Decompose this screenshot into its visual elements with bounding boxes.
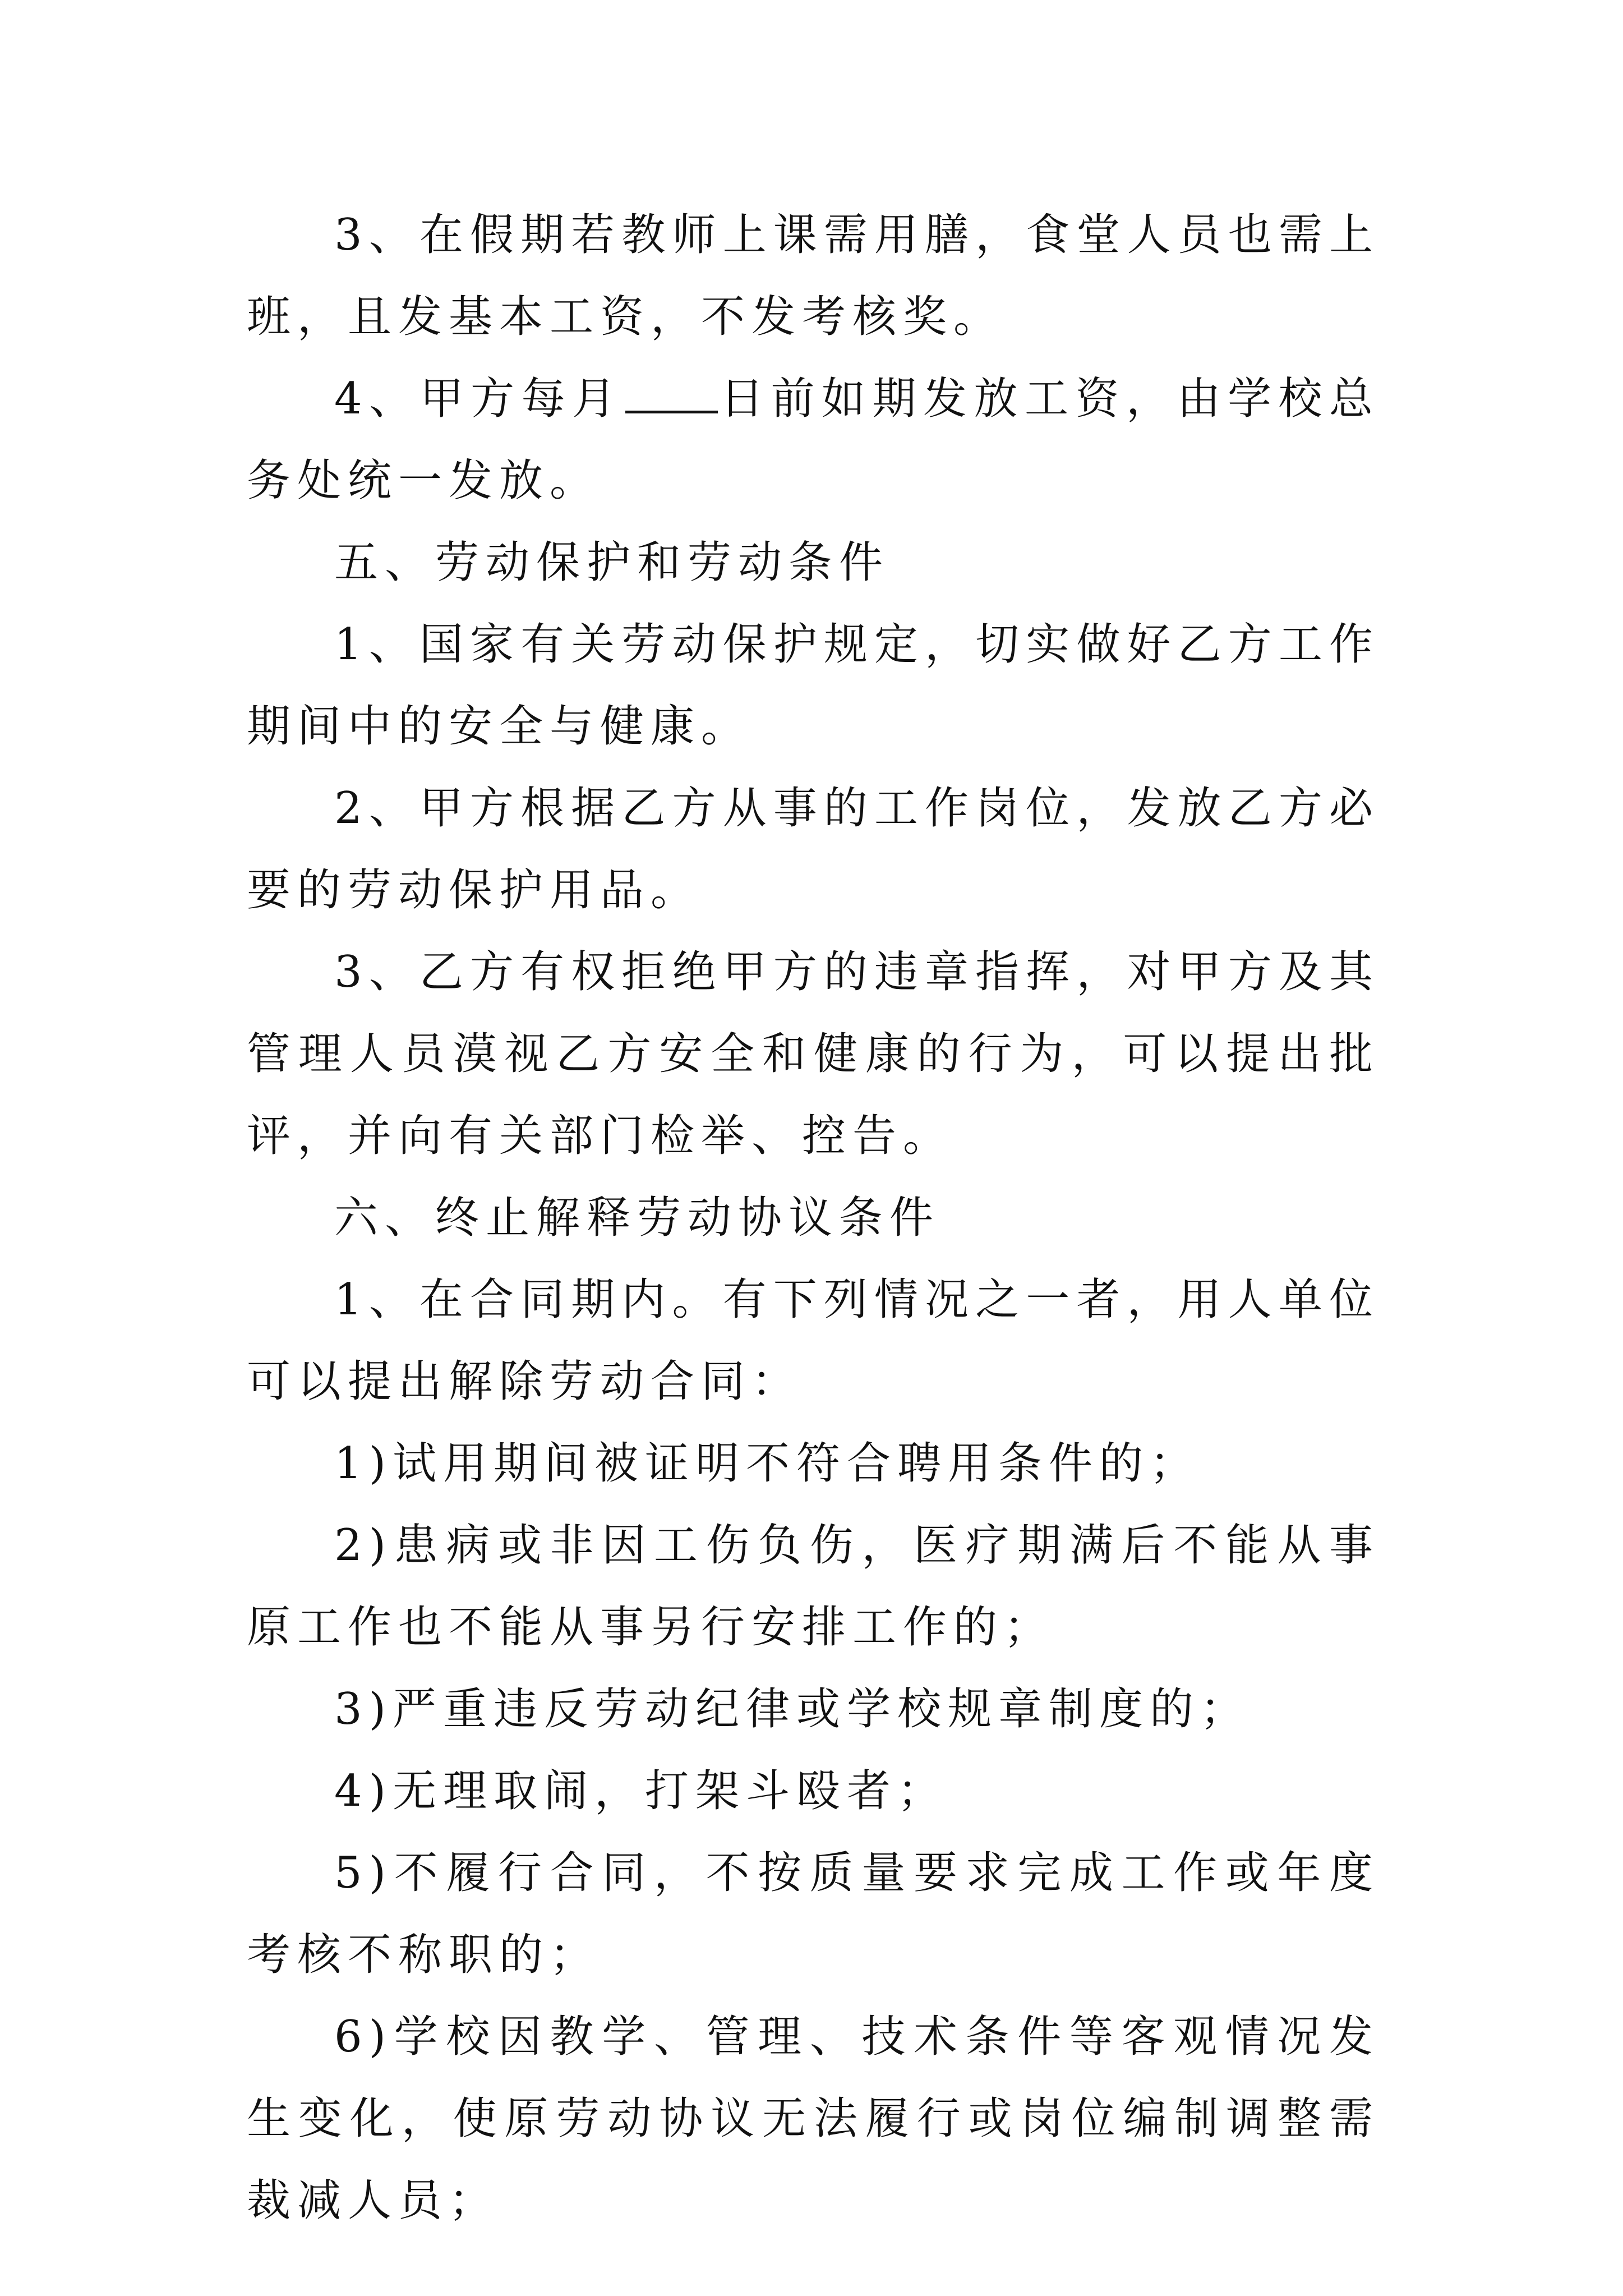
salary-date-text-after: 日前如期发放工资，由学校总务处统一发放。 [247, 374, 1380, 506]
document-body [247, 194, 1380, 2242]
list-item-misconduct: 4)无理取闹，打架斗殴者； [334, 1766, 948, 1816]
salary-date-blank [625, 371, 718, 413]
list-item-restructuring: 6)学校因教学、管理、技术条件等客观情况发生变化，使原劳动协议无法履行或岗位编制调整需裁减人员； [247, 2012, 1380, 2226]
paragraph-protection-1: 1、国家有关劳动保护规定，切实做好乙方工作期间中的安全与健康。 [247, 619, 1380, 752]
section-heading-termination: 六、终止解释劳动协议条件 [334, 1193, 940, 1243]
section-heading-labor-protection: 五、劳动保护和劳动条件 [334, 537, 890, 588]
paragraph-termination-1: 1、在合同期内。有下列情况之一者，用人单位可以提出解除劳动合同： [247, 1274, 1380, 1407]
salary-date-text-before: 4、甲方每月 [334, 374, 623, 424]
paragraph-protection-3: 3、乙方有权拒绝甲方的违章指挥，对甲方及其管理人员漠视乙方安全和健康的行为，可以提出批评，并向有关部门检举、控告。 [247, 947, 1380, 1161]
paragraph-item-3-meals: 3、在假期若教师上课需用膳，食堂人员也需上班，且发基本工资，不发考核奖。 [247, 210, 1380, 342]
list-item-discipline: 3)严重违反劳动纪律或学校规章制度的； [334, 1684, 1251, 1734]
paragraph-protection-2: 2、甲方根据乙方从事的工作岗位，发放乙方必要的劳动保护用品。 [247, 783, 1380, 915]
paragraph-item-4-salary-date [247, 358, 1380, 522]
list-item-probation: 1)试用期间被证明不符合聘用条件的； [334, 1438, 1201, 1489]
list-item-illness: 2)患病或非因工伤负伤，医疗期满后不能从事原工作也不能从事另行安排工作的； [247, 1520, 1380, 1653]
list-item-nonperformance: 5)不履行合同，不按质量要求完成工作或年度考核不称职的； [247, 1848, 1380, 1980]
